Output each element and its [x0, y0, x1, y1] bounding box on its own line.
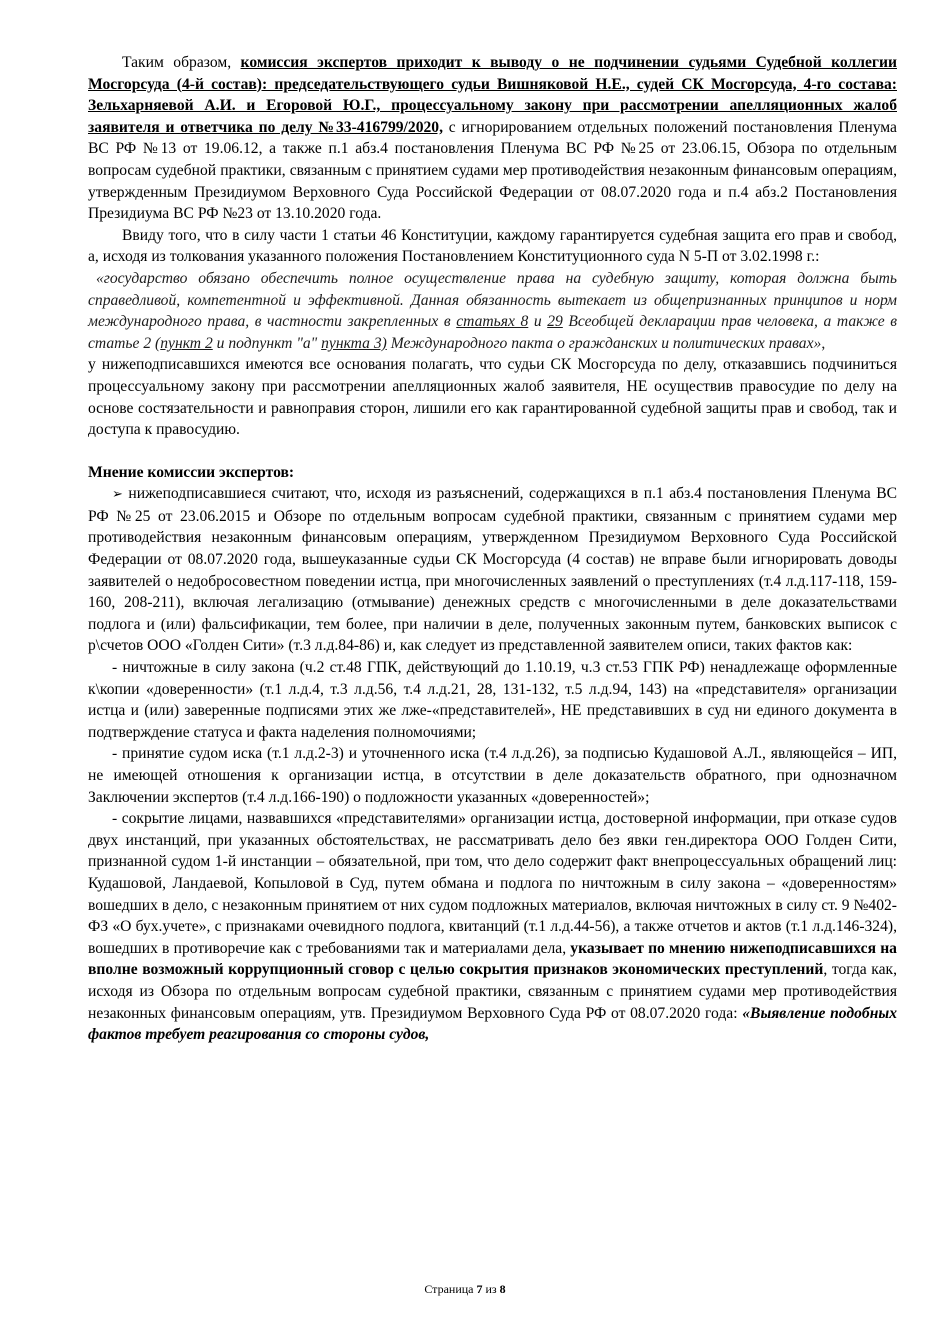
paragraph-expert-opinion — [88, 483, 897, 657]
page-label: Страница — [424, 1282, 474, 1296]
quote-text: Международного пакта о гражданских и политических правах» — [386, 334, 822, 352]
paragraph-text: нижеподписавшиеся считают, что, исходя из разъяснений, содержащихся в п.1 абз.4 постановления Пленума ВС РФ №25 от 23.06.2015 и Обзоре по отдельным вопросам судебной практики, связанным с принятием судами мер противодействия незаконным финансовым операциям, утвержденном Президиумом Верховного Суда Российской Федерации от 08.07.2020 года, вышеуказанные судьи СК Мосгорсуда (4 состав) не вправе были игнорировать доводы заявителей о недобросовестном поведении истца, при многочисленных заявлений о преступлениях (т.4 л.д.117-118, 159-160, 208-211), включая легализацию (отмывание) денежных средств с многочисленными в деле доказательствами подлога и (или) фальсификации, тем более, при наличии в деле, полученных законным путем, банковских выписок с р\счетов ООО «Голден Сити» (т.3 л.д.84-86) и, как следует из представленной заявителем описи, таких фактов как: — [88, 485, 897, 655]
constitutional-court-quote — [88, 268, 897, 354]
document-body — [88, 52, 897, 1046]
list-item-concealment — [88, 808, 897, 1046]
paragraph-consequence: у нижеподписавшихся имеются все основания полагать, что судьи СК Мосгорсуда по делу, отказавшись подчиниться процессуальному закону при рассмотрении апелляционных жалоб заявителя, НЕ осуществив правосудие по делу на основе состязательности и равноправия сторон, лишили его как гарантированной судебной защиты прав и свобод, так и доступа к правосудию. — [88, 356, 897, 439]
spacer — [88, 441, 897, 462]
paragraph-text: - сокрытие лицами, назвавшихся «представителями» организации истца, достоверной информации, при отказе судов двух инстанций, при указанных обстоятельствах, не рассматривать дело без явки ген.директора ООО Голден Сити, признанной судом 1-й инстанции – обязательной, при том, что дело содержит факт внепроцессуальных обращений лиц: Кудашовой, Ландаевой, Копыловой в Суд, путем обмана и подлога по ничтожным в силу закона – «доверенностям» вошедших в дело, с незаконным принятием от них судом подложных материалов, включая ничтожных в силу ст. 9 №402-ФЗ «О бух.учете», с признаками очевидного подлога, квитанций (т.1 л.д.44-56), а также отчетов и актов (т.1 л.д.146-324), вошедших в противоречие как с требованиями так и материалами дела, — [88, 810, 897, 957]
list-item-powers-of-attorney: - ничтожные в силу закона (ч.2 ст.48 ГПК, действующий до 1.10.19, ч.3 ст.53 ГПК РФ) ненадлежаще оформленные к\копии «доверенности» (т.1 л.д.4, т.3 л.д.56, т.4 л.д.21, 28, 131-132, т.5 л.д.94, 143) на «представителя» организации истца и (или) заверенные подписями этих же лже-«представителей», НЕ представивших в суд ни единого документа в подтверждение статуса и факта наделения полномочиями; — [88, 659, 897, 741]
paragraph-constitution: Ввиду того, что в силу части 1 статьи 46 Конституции, каждому гарантируется судебная защита его прав и свобод, а, исходя из толкования указанного положения Постановлением Конституционного суда N 5-П от 3.02.1998 г.: — [88, 226, 897, 266]
current-page-number: 7 — [476, 1282, 483, 1296]
total-page-number: 8 — [499, 1282, 506, 1296]
quote-end: , — [821, 334, 826, 352]
page-footer — [0, 1282, 930, 1296]
quote-link-item-3[interactable]: пункта 3) — [321, 334, 387, 352]
paragraph-text: с игнорированием отдельных положений постановления Пленума ВС РФ №13 от 19.06.12, а также п.1 абз.4 постановления Пленума ВС РФ №25 от 23.06.15, Обзора по отдельным вопросам судебной практики, связанным с принятием судами мер противодействия незаконным финансовым операциям, утвержденным Президиумом Верховного Суда Российской Федерации от 08.07.2020 года и п.4 абз.2 Постановления Президиума ВС РФ №23 от 13.10.2020 года. — [88, 118, 897, 223]
quote-link-item-2[interactable]: пункт 2 — [160, 334, 213, 352]
paragraph-conclusion — [88, 52, 897, 225]
quote-text: и подпункт "a" — [212, 334, 322, 352]
paragraph-text: , тогда как, исходя из Обзора по отдельным вопросам судебной практики, связанным с принятием судами мер противодействия незаконных финансовым операциям, утв. Президиумом Верховного Суда РФ от 08.07.2020 года: — [88, 961, 897, 1022]
quote-text: «государство обязано обеспечить полное осуществление права на судебную защиту, которая должна быть справедливой, компетентной и эффективной. Данная обязанность вытекает из общепризнанных принципов и норм международного права, в частности закрепленных в — [88, 269, 897, 331]
list-item-claim-acceptance: - принятие судом иска (т.1 л.д.2-3) и уточненного иска (т.4 л.д.26), за подписью Кудашовой А.Л., являющейся – ИП, не имеющей отношения к организации истца, в отсутствии в деле доказательств обратного, при однозначном Заключении экспертов (т.4 л.д.166-190) о подложности указанных «доверенностей»; — [88, 745, 897, 806]
corruption-emphasis: указывает по мнению нижеподписавшихся на вполне возможный коррупционный сговор с целью сокрытия признаков экономических преступлений — [88, 939, 897, 979]
quote-link-article-29[interactable]: 29 — [547, 313, 563, 331]
arrow-bullet-icon: ➢ — [112, 487, 123, 503]
page-of-label: из — [485, 1282, 497, 1296]
quote-link-articles[interactable]: статьях 8 — [456, 313, 529, 331]
section-heading: Мнение комиссии экспертов: — [88, 463, 295, 481]
quote-text: и — [528, 313, 548, 331]
review-quote-emphasis: «Выявление подобных фактов требует реагирования со стороны судов, — [88, 1004, 897, 1044]
quote-text: Всеобщей декларации прав человека, а также в статье 2 ( — [88, 313, 897, 352]
conclusion-emphasis: комиссия экспертов приходит к выводу о не подчинении судьями Судебной коллегии Мосгорсуда (4-й состав): председательствующего судьи Вишняковой Н.Е., судей СК Мосгорсуда, 4-го состава: Зельхарняевой А.И. и Егоровой Ю.Г., процессуальному закону при рассмотрении апелляционных жалоб заявителя и ответчика по делу №33-416799/2020, — [88, 54, 897, 136]
paragraph-lead: Таким образом, — [122, 54, 241, 71]
